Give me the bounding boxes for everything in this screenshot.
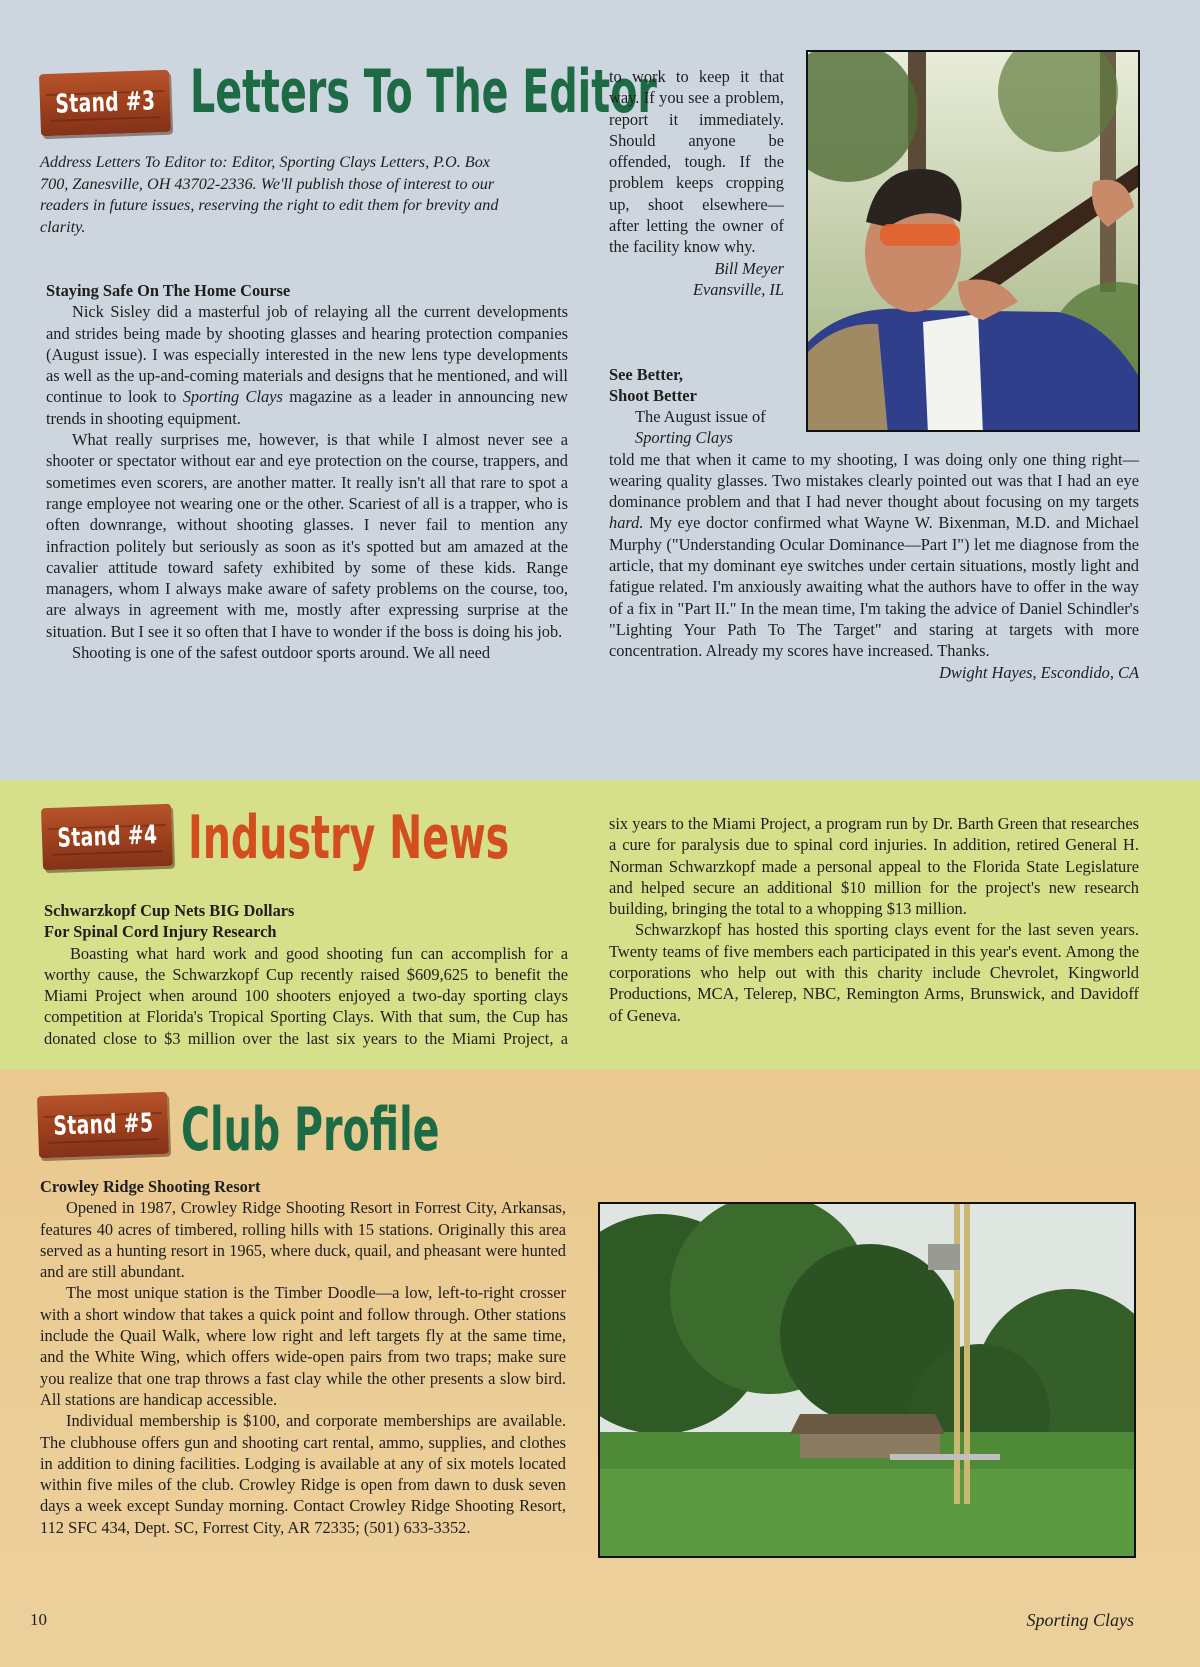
club-title: Club Profile	[181, 1095, 440, 1165]
page-number: 10	[30, 1610, 47, 1629]
industry-paragraph-1-continued: six years to the Miami Project, a program run by Dr. Barth Green that researches a cure for paralysis due to spinal cord injuries. In addition, retired General H. Norman Schwarzkopf made a personal appeal to the Florida State Legislature and helped secure an additional $10 million for the project's new research building, bringing the total to a whopping $13 million.	[609, 814, 1139, 919]
club-paragraph-3: Individual membership is $100, and corporate memberships are available. The clubhouse offers gun and shooting cart rental, ammo, supplies, and clothes in addition to dining facilities. Lodging is available at any of six motels located within five miles of the club. Crowley Ridge is open from dawn to dusk seven days a week except Sunday morning. Contact Crowley Ridge Shooting Resort, 112 SFC 434, Dept. SC, Forrest City, AR 72335; (501) 633-3352.	[40, 1411, 566, 1537]
industry-column-2	[609, 813, 1139, 1026]
shooter-illustration	[808, 52, 1140, 432]
letter-2-p1-emphasis: hard.	[609, 513, 644, 533]
industry-paragraph-2: Schwarzkopf has hosted this sporting clays event for the last seven years. Twenty teams of five members each participated in this year's event. Among the corporations who help out with this charity include Chevrolet, Kingworld Productions, MCA, Telerep, NBC, Remington Arms, Brunswick, and Davidoff of Geneva.	[609, 920, 1139, 1025]
stand-3-label: Stand #3	[54, 86, 156, 120]
letter-2-heading-line-2: Shoot Better	[609, 386, 697, 406]
industry-paragraph-1: Boasting what hard work and good shooting fun can accomplish for a worthy cause, the Schwarzkopf Cup recently raised $609,625 to benefit the Miami Project when around 100 shooters enjoyed a two-day sporting clays competition at Florida's Tropical Sporting Clays. With that sum, the Cup has donated close to $3 million over the last six years to the Miami Project, a	[44, 943, 568, 1048]
letter-1-column	[46, 280, 568, 663]
stand-4-label: Stand #4	[56, 820, 158, 854]
letter-2-p1-c: My eye doctor confirmed what Wayne W. Bixenman, M.D. and Michael Murphy ("Understanding Ocular Dominance—Part I") let me diagnose from the article, that my dominant eye switches under certain situations, mostly light and fatigue related. I'm anxiously awaiting what the authors have to offer in the way of a fix in "Part II." In the mean time, I'm taking the advice of Daniel Schindler's "Lighting Your Path To The Target" and staring at targets with more concentration. Already my scores have increased. Thanks.	[609, 513, 1139, 661]
letters-title: Letters To The Editor	[190, 57, 657, 127]
stand-4-sign	[41, 804, 173, 870]
letter-1-heading: Staying Safe On The Home Course	[46, 281, 291, 300]
letter-2-p1-a: The August issue of	[635, 407, 766, 426]
club-paragraph-2: The most unique station is the Timber Doodle—a low, left-to-right crosser with a short window that takes a quick point and follow through. Other stations include the Quail Walk, where low right and left targets fly at the same time, and the White Wing, which offers wide-open pairs from two traps; make sure you realize that one trap throws a fast clay while the other presents a slow bird. All stations are handicap accessible.	[40, 1283, 566, 1409]
letter-2-heading-block	[609, 364, 784, 407]
letter-1-signature-place: Evansville, IL	[692, 279, 784, 299]
letter-1-paragraph-1	[46, 301, 568, 429]
letter-1-paragraph-3-continued: to work to keep it that way. If you see a problem, report it immediately. Should anyone be offended, tough. If the problem keeps cropping up, shoot elsewhere—after letting the owner of the facility know why.	[609, 67, 784, 257]
club-column	[40, 1176, 566, 1538]
letter-2-paragraph-1-start	[609, 406, 789, 449]
address-note	[40, 152, 515, 238]
letter-1-p1-b: magazine as a leader in announcing new trends in shooting equipment.	[46, 387, 568, 428]
industry-heading-line-1: Schwarzkopf Cup Nets BIG Dollars	[44, 901, 295, 920]
industry-column-1	[44, 900, 568, 1049]
stand-3-sign	[39, 70, 171, 136]
letter-2-p1-magazine: Sporting Clays	[635, 428, 733, 448]
shooter-photo	[806, 50, 1140, 432]
letter-2-signature: Dwight Hayes, Escondido, CA	[939, 662, 1139, 682]
club-paragraph-1: Opened in 1987, Crowley Ridge Shooting Resort in Forrest City, Arkansas, features 40 acres of timbered, rolling hills with 15 stations. Originally this area served as a hunting resort in 1965, where duck, quail, and pheasant were hunted and are still abundant.	[40, 1198, 566, 1282]
letter-2-paragraph-1-rest	[609, 449, 1139, 662]
stand-5-sign	[37, 1092, 169, 1158]
letter-2-p1-b: told me that when it came to my shooting, I was doing only one thing right—wearing quality glasses. Two mistakes clearly pointed out was that I had an eye dominance problem and that I had never thought about focusing on my targets	[609, 449, 1139, 512]
address-note-text: Address Letters To Editor to: Editor, Sporting Clays Letters, P.O. Box 700, Zanesville, OH 43702-2336. We'll publish those of interest to our readers in future issues, reserving the right to edit them for brevity and clarity.	[40, 153, 499, 236]
letter-1-continued-column	[609, 66, 784, 300]
letter-1-paragraph-3-start: Shooting is one of the safest outdoor sports around. We all need	[72, 643, 491, 663]
shooting-range-photo	[598, 1202, 1136, 1558]
magazine-name: Sporting Clays	[1026, 1610, 1134, 1630]
letter-1-paragraph-2: What really surprises me, however, is that while I almost never see a shooter or spectator without ear and eye protection on the course, trappers, and sometimes even scorers, are another matter. It really isn't all that rare to spot a range employee not wearing one or the other. Scariest of all is a trapper, who is often downrange, without shooting glasses. I never fail to mention any infraction politely but seriously as soon as it's spotted but am amazed at the cavalier attitude toward safety exhibited by some of these kids. Range managers, whom I always make aware of safety problems on the course, too, are always in agreement with me, mostly after expressing surprise at the situation. But I see it so often that I have to wonder if the boss is doing his job.	[46, 430, 568, 641]
range-illustration	[600, 1204, 1136, 1558]
industry-title: Industry News	[188, 803, 510, 873]
letter-1-p1-a: Nick Sisley did a masterful job of relaying all the current developments and strides being made by shooting glasses and hearing protection companies (August issue). I was especially interested in the new lens type developments as well as the up-and-coming materials and designs that he mentioned, and will continue to look to	[46, 302, 568, 407]
club-heading: Crowley Ridge Shooting Resort	[40, 1177, 261, 1196]
letter-1-p1-magazine: Sporting Clays	[182, 387, 283, 407]
stand-5-label: Stand #5	[52, 1108, 154, 1142]
letter-2-heading-line-1: See Better,	[609, 365, 684, 384]
letter-2-body	[609, 406, 1139, 683]
letter-1-signature-name: Bill Meyer	[714, 258, 784, 278]
industry-heading-line-2: For Spinal Cord Injury Research	[44, 922, 277, 942]
